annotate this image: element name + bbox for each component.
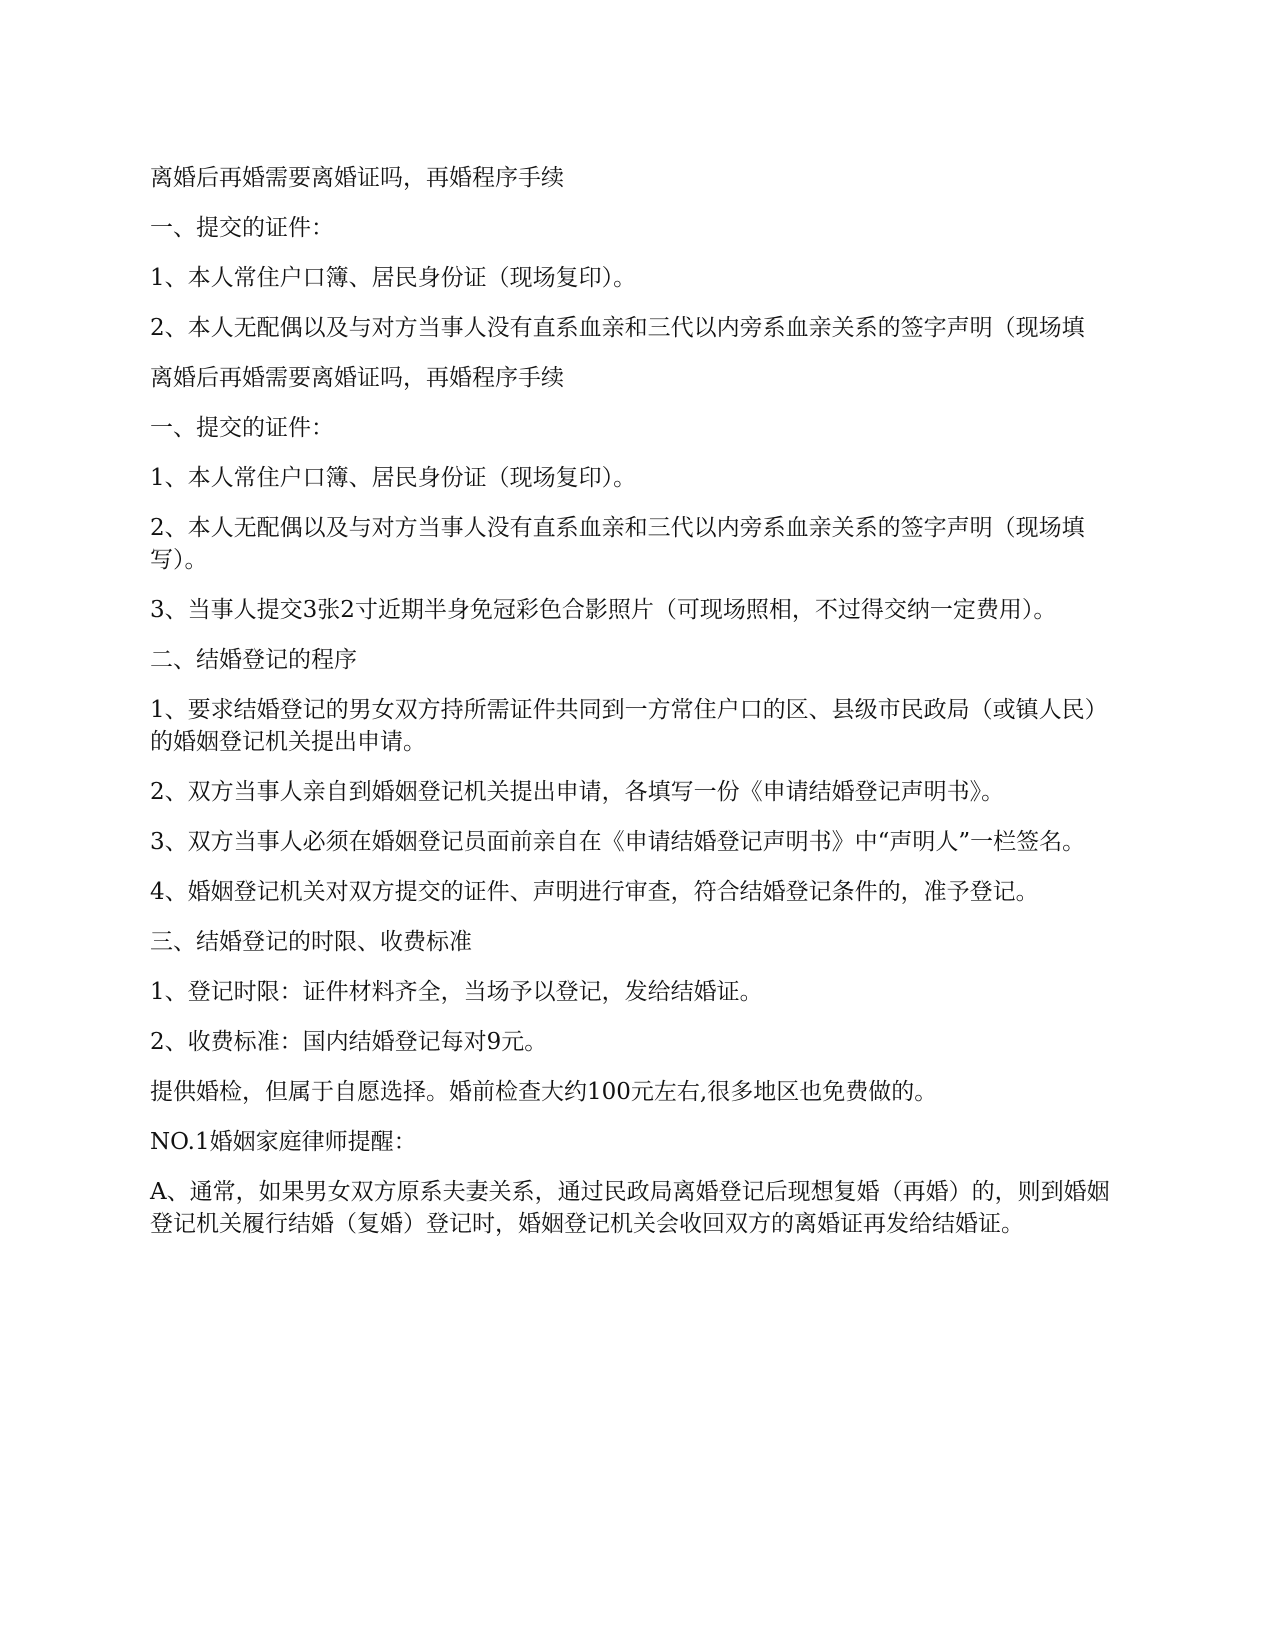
document-body [150,162,1130,1258]
paragraph-item: 2、双方当事人亲自到婚姻登记机关提出申请，各填写一份《申请结婚登记声明书》。 [150,779,1005,805]
paragraph-reminder-heading: NO.1婚姻家庭律师提醒： [150,1129,417,1155]
paragraph-section-heading: 三、结婚登记的时限、收费标准 [150,929,472,955]
paragraph-item: 1、本人常住户口簿、居民身份证（现场复印）。 [150,465,637,491]
paragraph-item: 3、当事人提交3张2寸近期半身免冠彩色合影照片（可现场照相，不过得交纳一定费用）。 [150,597,1057,623]
paragraph-item: 2、收费标准：国内结婚登记每对9元。 [150,1029,548,1055]
paragraph-item: 1、本人常住户口簿、居民身份证（现场复印）。 [150,265,637,291]
paragraph-item: 2、本人无配偶以及与对方当事人没有直系血亲和三代以内旁系血亲关系的签字声明（现场填写）。 [150,515,1085,573]
paragraph-item: 2、本人无配偶以及与对方当事人没有直系血亲和三代以内旁系血亲关系的签字声明（现场填 [150,315,1085,341]
paragraph-item: 3、双方当事人必须在婚姻登记员面前亲自在《申请结婚登记声明书》中“声明人”一栏签名。 [150,829,1086,855]
paragraph-title: 离婚后再婚需要离婚证吗，再婚程序手续 [150,165,564,191]
paragraph-item: 1、登记时限：证件材料齐全，当场予以登记，发给结婚证。 [150,979,763,1005]
paragraph-section-heading: 一、提交的证件： [150,415,334,441]
paragraph-text: 提供婚检，但属于自愿选择。婚前检查大约100元左右,很多地区也免费做的。 [150,1079,938,1105]
paragraph-title: 离婚后再婚需要离婚证吗，再婚程序手续 [150,365,564,391]
paragraph-text: A、通常，如果男女双方原系夫妻关系，通过民政局离婚登记后现想复婚（再婚）的，则到婚姻登记机关履行结婚（复婚）登记时，婚姻登记机关会收回双方的离婚证再发给结婚证。 [150,1179,1110,1237]
paragraph-section-heading: 二、结婚登记的程序 [150,647,357,673]
paragraph-item: 4、婚姻登记机关对双方提交的证件、声明进行审查，符合结婚登记条件的，准予登记。 [150,879,1039,905]
paragraph-section-heading: 一、提交的证件： [150,215,334,241]
paragraph-item: 1、要求结婚登记的男女双方持所需证件共同到一方常住户口的区、县级市民政局（或镇人民）的婚姻登记机关提出申请。 [150,697,1108,755]
